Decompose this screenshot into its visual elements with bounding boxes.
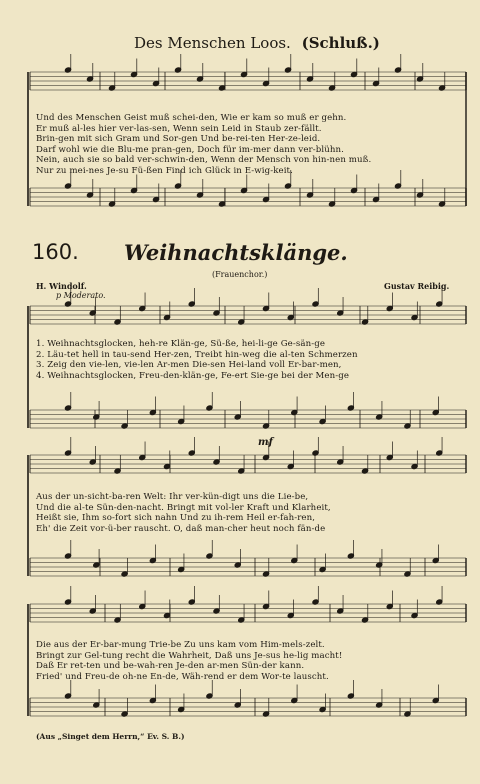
lyric-line: 3. Zeig den vie-len, vie-len Ar-men Die-sen Hei-land voll Er-bar-men, <box>36 360 342 371</box>
previous-song-name: Des Menschen Loos. <box>134 34 291 52</box>
lyric-line: Aus der un-sicht-ba-ren Welt: Ihr ver-kün-digt uns die Lie-be, <box>36 492 309 502</box>
tempo-marking: p Moderato. <box>56 291 106 300</box>
lyric-line: Fried' und Freu-de oh-ne En-de, Wäh-rend er dem Wor-te lauscht. <box>36 671 329 682</box>
verse-lyrics-system-1 <box>36 339 466 381</box>
lyric-line: 2. Läu-tet hell in tau-send Her-zen, Treibt hin-weg die al-ten Schmerzen <box>36 349 358 360</box>
verse-lyrics-system-3 <box>36 640 466 682</box>
source-note: (Aus „Singet dem Herrn,“ Ev. S. B.) <box>36 732 185 741</box>
verse-lyrics-system-2 <box>36 492 466 534</box>
song-title: Weihnachtsklänge. <box>124 240 348 265</box>
lyric-line: Brin-gen mit sich Gram und Sor-gen Und be-rei-ten Her-ze-leid. <box>36 134 321 145</box>
song-number: 160. <box>32 240 79 264</box>
previous-song-title <box>134 34 380 52</box>
lyric-line: Eh' die Zeit vor-ü-ber rauscht. O, daß man-cher heut noch fän-de <box>36 523 326 534</box>
lyric-line: Nur zu mei-nes Je-su Fü-ßen Find ich Glück in E-wig-keit. <box>36 165 293 176</box>
lyric-line: Daß Er ret-ten und be-wah-ren Je-den ar-men Sün-der kann. <box>36 661 305 672</box>
lyric-line: Und die al-te Sün-den-nacht. Bringt mit vol-ler Kraft und Klarheit, <box>36 502 331 513</box>
song-subtitle: (Frauenchor.) <box>212 270 268 279</box>
lyric-line: Er muß al-les hier ver-las-sen, Wenn sein Leid in Staub zer-fällt. <box>36 123 322 134</box>
previous-song-lyrics <box>36 113 466 177</box>
dynamic-marking: mf <box>258 437 273 448</box>
lyric-line: Die aus der Er-bar-mung Trie-be Zu uns kam vom Him-mels-zelt. <box>36 640 325 650</box>
lyric-line: 4. Weihnachtsglocken, Freu-den-klän-ge, Fe-ert Sie-ge bei der Men-ge <box>36 370 350 381</box>
composer: Gustav Reibig. <box>384 281 450 291</box>
lyric-line: Heißt sie, Ihm so-fort sich nahn Und zu ih-rem Heil er-fah-ren, <box>36 513 316 524</box>
poet: H. Windolf. <box>36 281 87 291</box>
lyric-line: Darf wohl wie die Blu-me pran-gen, Doch für im-mer dann ver-blühn. <box>36 144 344 155</box>
lyric-line: Bringt zur Gel-tung recht die Wahrheit, Daß uns Je-sus he-lig macht! <box>36 650 343 661</box>
lyric-line: 1. Weihnachtsglocken, heh-re Klän-ge, Sü-ße, hei-li-ge Ge-sän-ge <box>36 339 326 349</box>
lyric-line: Und des Menschen Geist muß schei-den, Wie er kam so muß er gehn. <box>36 113 347 123</box>
lyric-line: Nein, auch sie so bald ver-schwin-den, Wenn der Mensch von hin-nen muß. <box>36 155 372 166</box>
previous-song-suffix: (Schluß.) <box>301 34 380 52</box>
